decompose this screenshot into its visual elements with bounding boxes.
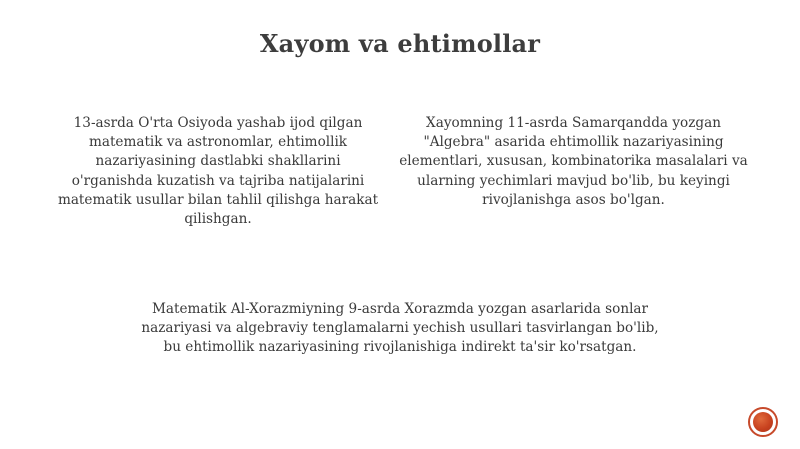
circle-button-icon[interactable] <box>748 407 778 437</box>
circle-button-fill <box>753 412 773 432</box>
paragraph-bottom: Matematik Al-Xorazmiyning 9-asrda Xorazmda yozgan asarlarida sonlar nazariyasi va algebraviy tenglamalarni yechish usullari tasvirlangan bo'lib, bu ehtimollik nazariyasining rivojlanishiga indirekt ta'sir ko'rsatgan. <box>141 301 659 356</box>
slide-title: Xayom va ehtimollar <box>259 29 541 58</box>
paragraph-right: Xayomning 11-asrda Samarqandda yozgan "Algebra" asarida ehtimollik nazariyasining elementlari, xususan, kombinatorika masalalari va ularning yechimlari mavjud bo'lib, bu keyingi rivojlanishga asos bo'lgan. <box>399 115 748 208</box>
paragraph-left: 13-asrda O'rta Osiyoda yashab ijod qilgan matematik va astronomlar, ehtimollik nazariyasining dastlabki shakllarini o'rganishda kuzatish va tajriba natijalarini matematik usullar bilan tahlil qilishga harakat qilishgan. <box>57 115 379 228</box>
